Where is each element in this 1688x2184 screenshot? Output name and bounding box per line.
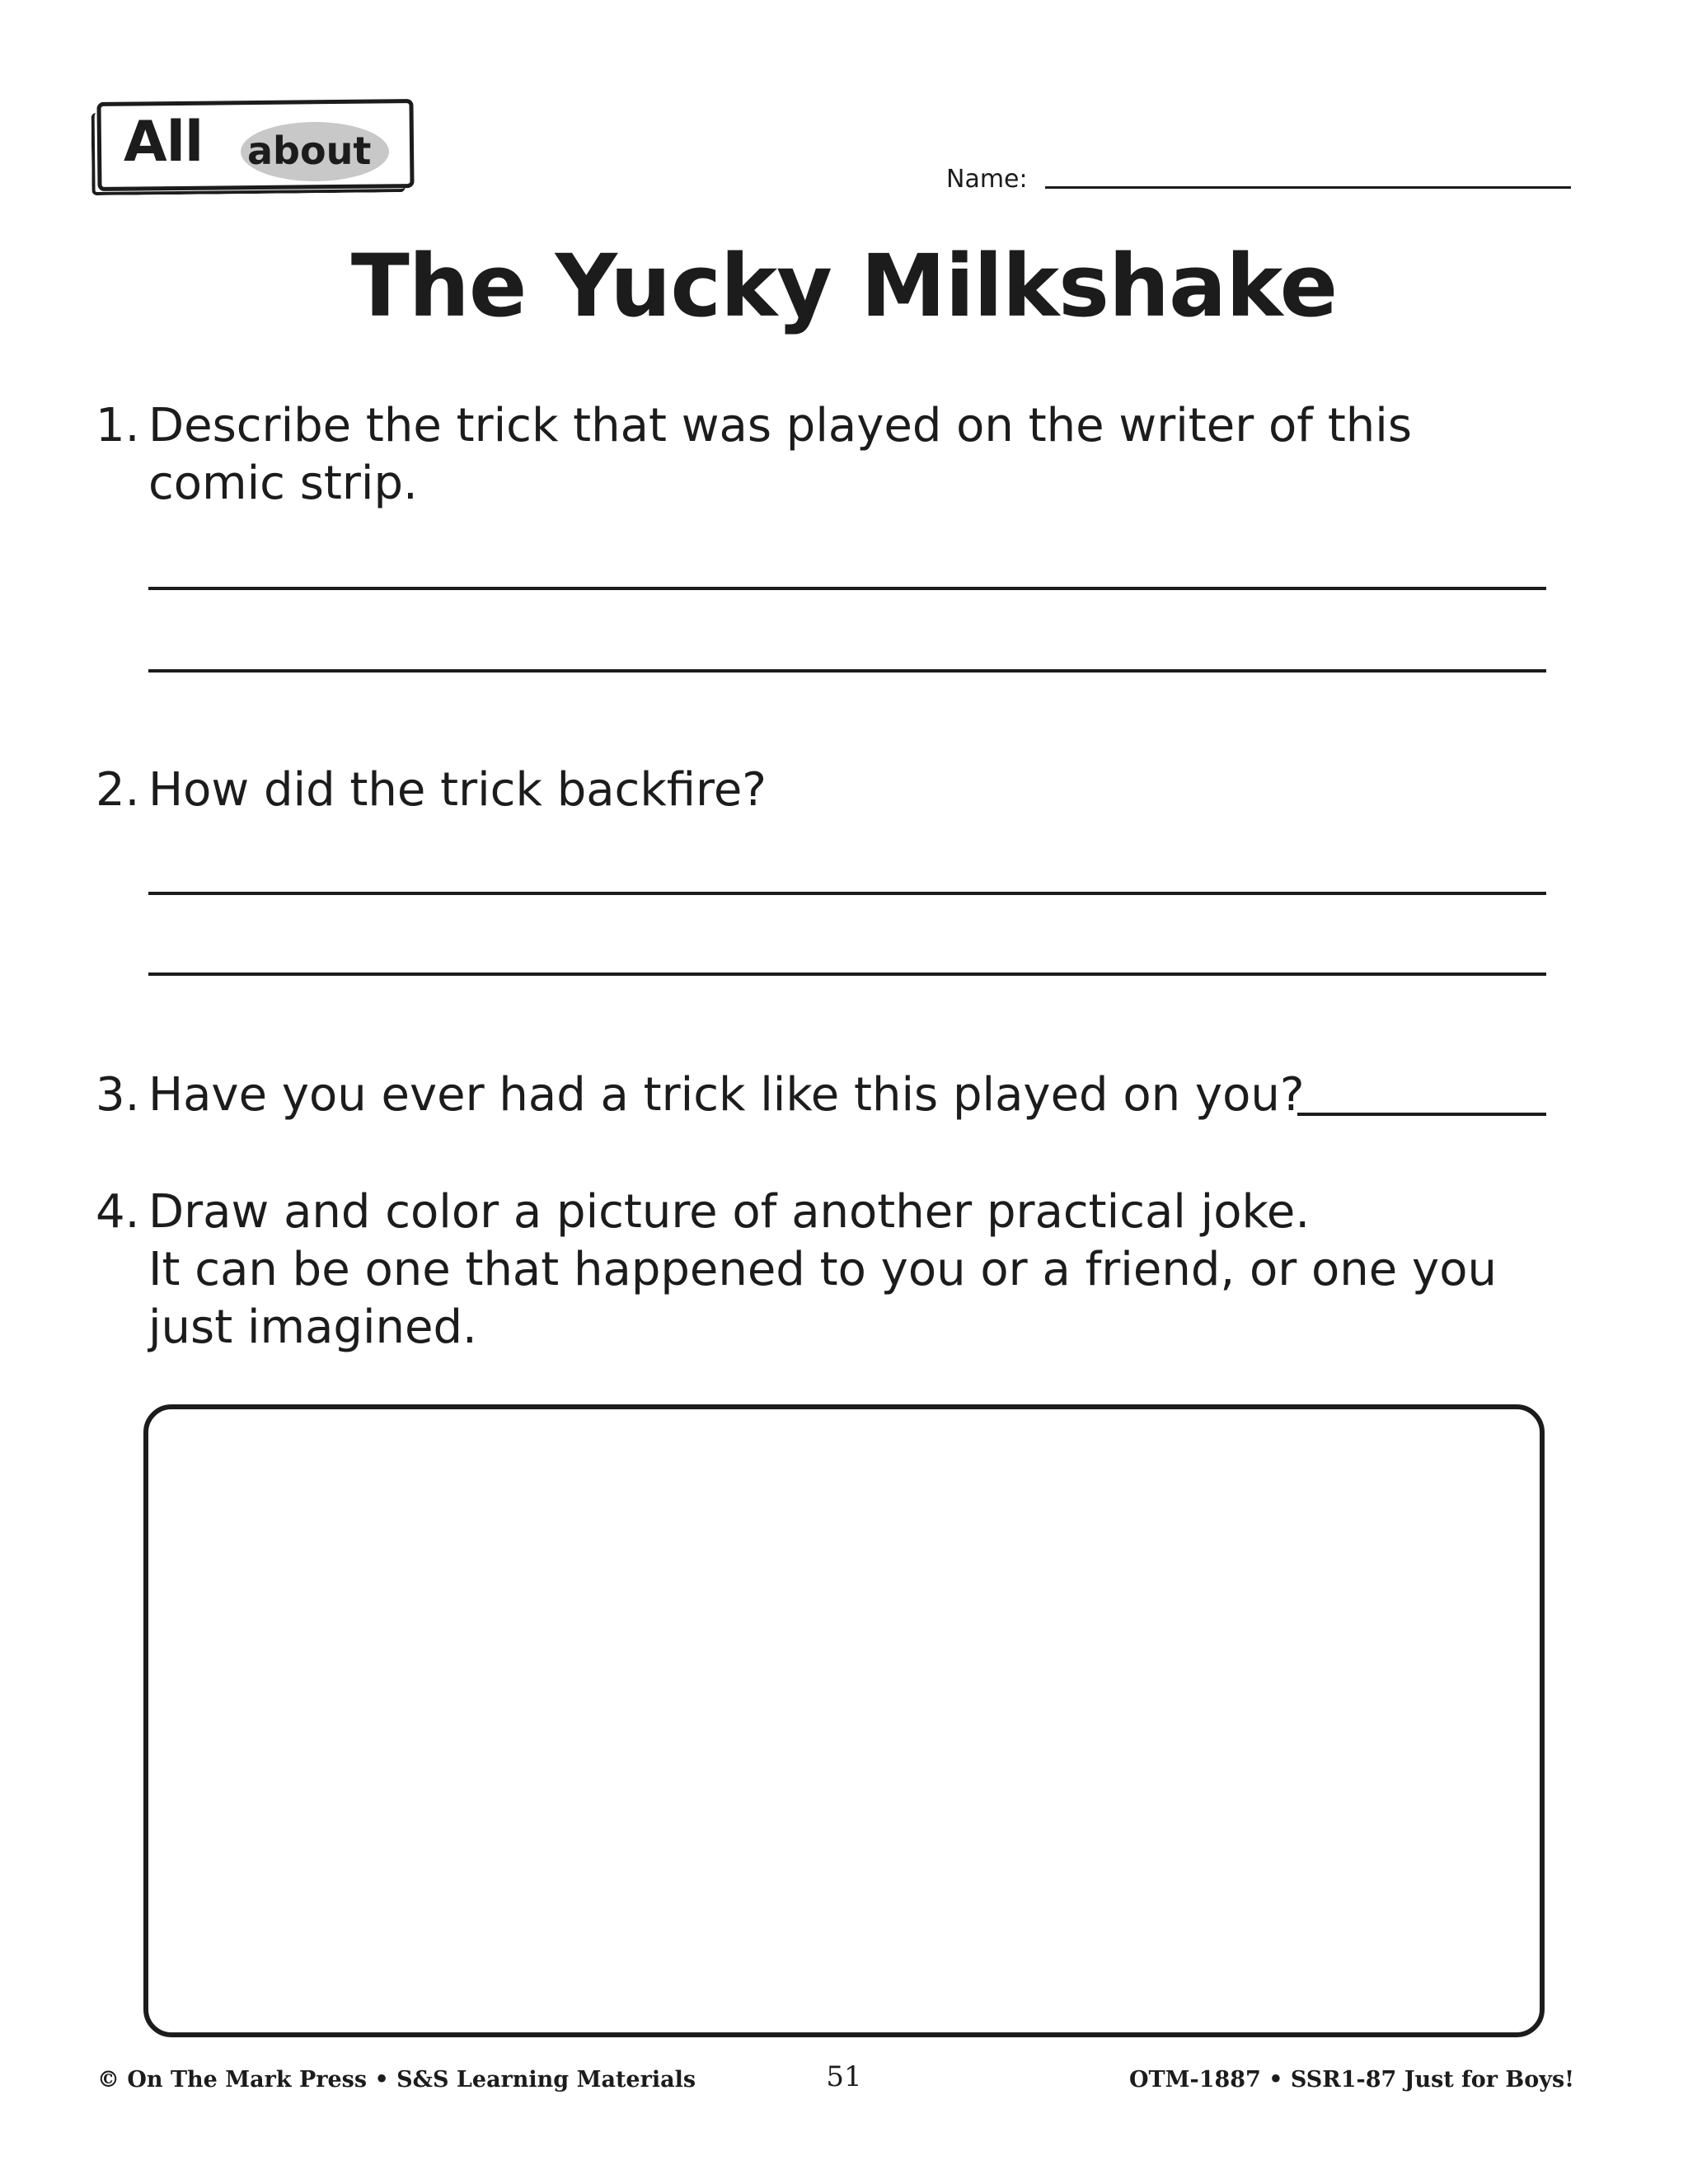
- answer-line[interactable]: [148, 972, 1546, 976]
- logo-word-about: about: [247, 129, 372, 173]
- name-label: Name:: [946, 165, 1028, 194]
- question-4-text-line1: Draw and color a picture of another practical joke.: [148, 1185, 1311, 1239]
- question-1-text-line2: comic strip.: [148, 457, 418, 510]
- question-1-number: 1.: [96, 399, 140, 452]
- page-title: The Yucky Milkshake: [350, 236, 1338, 336]
- question-2-text: How did the trick backfire?: [148, 763, 767, 817]
- answer-line[interactable]: [148, 892, 1546, 895]
- name-field-line[interactable]: [1045, 186, 1571, 189]
- footer-product-code: OTM-1887 • SSR1-87 Just for Boys!: [1128, 2067, 1574, 2093]
- question-1-text-line1: Describe the trick that was played on the writer of this: [148, 399, 1412, 452]
- question-3-number: 3.: [96, 1068, 140, 1122]
- answer-line[interactable]: [148, 669, 1546, 673]
- question-4-number: 4.: [96, 1185, 140, 1239]
- footer-publisher: © On The Mark Press • S&S Learning Materials: [97, 2067, 696, 2093]
- question-4-text-line3: just imagined.: [148, 1301, 477, 1354]
- logo-word-all: All: [124, 110, 204, 175]
- question-2-number: 2.: [96, 763, 140, 817]
- drawing-box[interactable]: [143, 1404, 1545, 2037]
- question-3-text: Have you ever had a trick like this played on you?: [148, 1068, 1305, 1122]
- answer-line[interactable]: [148, 587, 1546, 590]
- page-number: 51: [826, 2060, 862, 2093]
- question-4-text-line2: It can be one that happened to you or a friend, or one you: [148, 1243, 1497, 1296]
- answer-line-short[interactable]: [1297, 1113, 1546, 1116]
